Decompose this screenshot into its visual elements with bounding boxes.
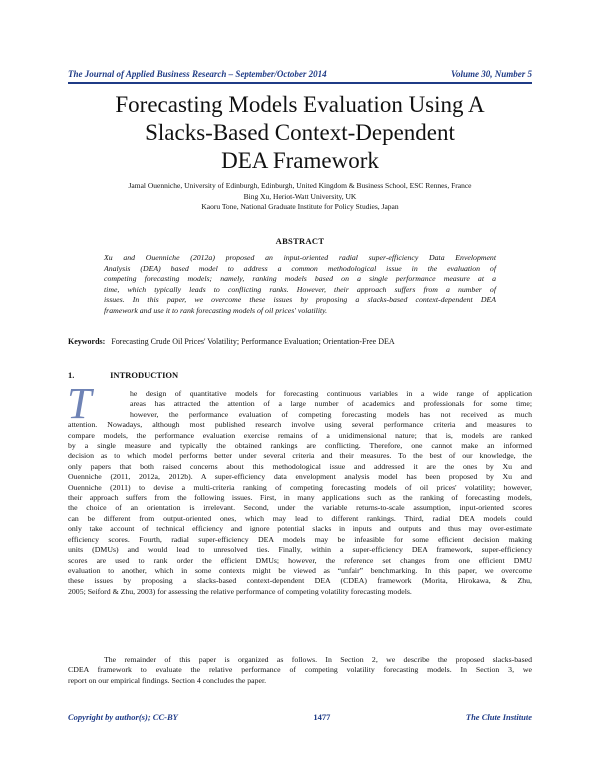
- author-list: [68, 181, 532, 213]
- body-line: their approach suffers from the following issues. First, in many applications such as the ranking of forecasting models,: [68, 493, 532, 503]
- section-number: 1.: [68, 370, 75, 380]
- abstract-body: [104, 253, 496, 316]
- body-line: The remainder of this paper is organized as follows. In Section 2, we describe the proposed slacks-based: [104, 655, 532, 664]
- keywords-label: Keywords:: [68, 337, 106, 346]
- paper-title: [60, 91, 540, 175]
- abstract-line: framework and use it to rank forecasting models of oil prices' volatility.: [104, 305, 328, 315]
- volume-number: Volume 30, Number 5: [450, 69, 532, 79]
- title-line: Slacks-Based Context-Dependent: [145, 120, 455, 145]
- body-line: Ouenniche (2011) to devise a multi-criteria ranking of competing forecasting models of oil prices' volatility; however,: [68, 482, 532, 492]
- introduction-paragraph: [68, 389, 532, 597]
- body-line: only papers that both raised concerns about this methodological issue and addressed it are the ones by Xu and: [68, 461, 532, 471]
- abstract-line: competing forecasting models; namely, ranking models based on a single performance measure at a: [104, 274, 496, 283]
- page-footer: [68, 712, 532, 722]
- body-line: decision as to which model performs better under several criteria and their measures. To the best of our knowledge, the: [68, 451, 532, 461]
- body-line: areas has attracted the attention of a large number of academics and professionals for some time;: [130, 399, 532, 409]
- body-line: Ouenniche (2011, 2012a, 2012b). A super-efficiency data envelopment analysis model has been proposed by Xu and: [68, 472, 532, 482]
- author-line: Jamal Ouenniche, University of Edinburgh, Edinburgh, United Kingdom & Business School, ESC Rennes, France: [128, 181, 472, 190]
- body-line: can be different from output-oriented ones, which may lead to different rankings. Third, radial DEA models could: [68, 513, 532, 523]
- body-line: units (DMUs) and would lead to unresolved ties. Finally, within a super-efficiency DEA framework, super-efficiency: [68, 545, 532, 555]
- keywords-text: Forecasting Crude Oil Prices' Volatility; Performance Evaluation; Orientation-Free DEA: [111, 337, 395, 346]
- header-rule: [68, 82, 532, 84]
- body-line: these issues by proposing a slacks-based context-dependent DEA (CDEA) framework (Morita, Hirokawa, & Zhu,: [68, 576, 532, 586]
- body-line: report on our empirical findings. Section 4 concludes the paper.: [68, 675, 267, 685]
- abstract-line: time, which typically leads to conflicting ranks. However, their approach suffers from a number of: [104, 284, 496, 294]
- body-line: however, the performance evaluation of competing forecasting models has not received as much: [130, 409, 532, 419]
- body-line: the choice of an orientation is irrelevant. Second, under the variable returns-to-scale assumption, input-oriented scores: [68, 503, 532, 513]
- body-line: efficiency scores. Fourth, radial super-efficiency DEA models may be infeasible for some efficient decision making: [68, 534, 532, 544]
- publisher-name: The Clute Institute: [465, 712, 532, 722]
- body-line: scores are used to rank order the efficient DMUs; however, the reference set changes from one efficient DMU: [68, 555, 532, 565]
- journal-name: The Journal of Applied Business Research – September/October 2014: [68, 69, 327, 79]
- body-line: attention. Nowadays, although most published research involve using several performance criteria and measures to: [68, 420, 532, 430]
- abstract-line: Analysis (DEA) based model to address a common methodological issue in the evaluation of: [104, 263, 496, 273]
- body-line: only take account of technical efficiency and ignore potential slacks in inputs and outputs and thus may over-estimate: [68, 524, 532, 534]
- title-line: Forecasting Models Evaluation Using A: [115, 92, 485, 117]
- body-line: evaluation to another, which in some contexts might be viewed as “unfair” benchmarking. In this paper, we overcome: [68, 565, 532, 575]
- abstract-line: issues. In this paper, we overcome these issues by proposing a slacks-based context-dependent DEA: [104, 295, 496, 304]
- author-line: Kaoru Tone, National Graduate Institute for Policy Studies, Japan: [201, 202, 399, 212]
- drop-cap: T: [67, 379, 92, 428]
- running-header: [68, 69, 532, 79]
- body-line: compare models, the performance evaluation exercise remains of a unidimensional nature; that is, models are ranked: [68, 430, 532, 440]
- abstract-heading: ABSTRACT: [275, 236, 325, 246]
- section-title: INTRODUCTION: [110, 370, 179, 380]
- body-line: 2005; Seiford & Zhu, 2003) for assessing the relative performance of competing volatility forecasting models.: [68, 586, 412, 596]
- body-line: by a single measure and typically the obtained rankings are conflicting. Therefore, one cannot make an informed: [68, 441, 532, 451]
- author-line: Bing Xu, Heriot-Watt University, UK: [243, 191, 357, 201]
- page-number: 1477: [313, 712, 331, 722]
- body-line: CDEA framework to evaluate the relative performance of competing volatility forecasting models. In Section 3, we: [68, 665, 532, 675]
- abstract-line: Xu and Ouenniche (2012a) proposed an input-oriented radial super-efficiency Data Envelopment: [104, 253, 496, 262]
- copyright-notice: Copyright by author(s); CC-BY: [68, 712, 178, 722]
- keywords: [68, 337, 532, 346]
- body-line: he design of quantitative models for forecasting continuous variables in a wide range of application: [130, 389, 532, 398]
- outline-paragraph: [68, 655, 532, 686]
- title-line: DEA Framework: [221, 148, 379, 173]
